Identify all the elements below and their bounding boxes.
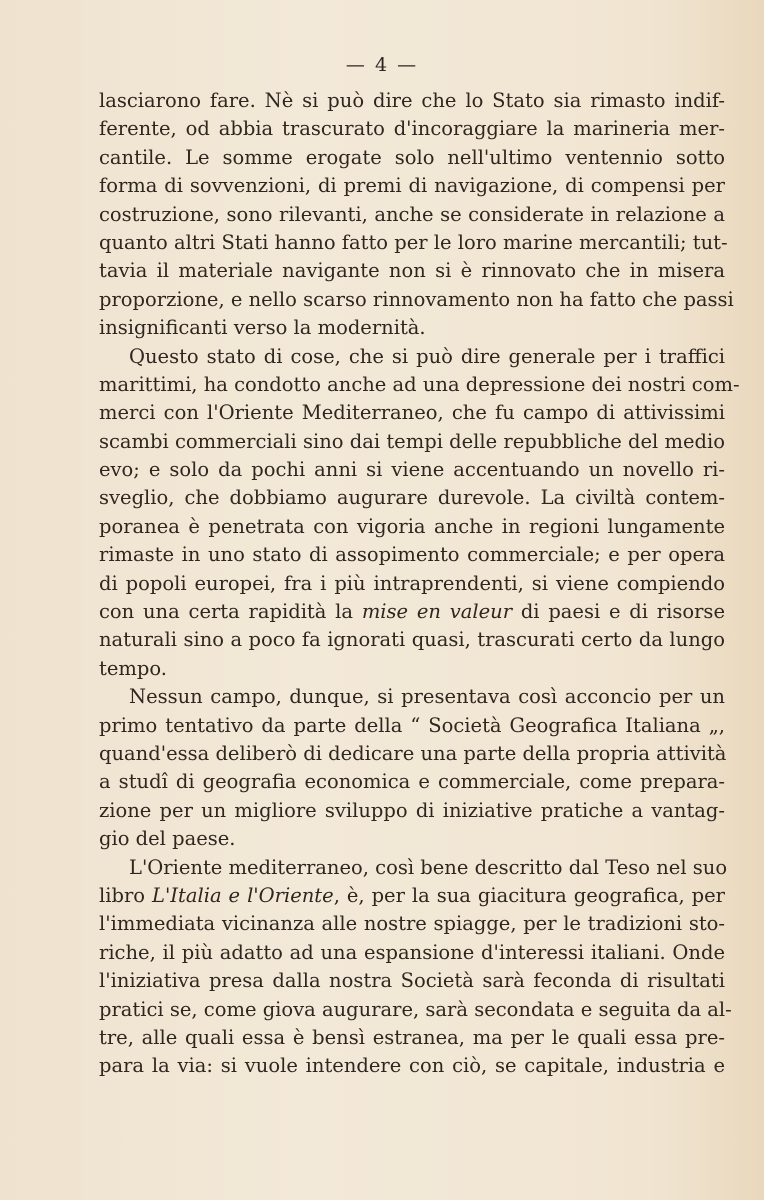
text-line: rimaste in uno stato di assopimento commerciale; e per opera [99,543,725,567]
text-segment: con una certa rapidità la [99,600,362,624]
text-line [99,854,728,882]
text-line: proporzione, e nello scarso rinnovamento non ha fatto che passi [99,287,734,311]
text-line: Questo stato di cose, che si può dire generale per i traffici [129,344,725,368]
page-number: — 4 — [345,54,419,76]
text-line [99,598,725,626]
text-line: primo tentativo da parte della “ Società Geografica Italiana „, [99,713,725,737]
text-line: gio del paese. [99,827,236,851]
text-line: cantile. Le somme erogate solo nell'ultimo ventennio sotto [99,145,725,169]
text-line: quand'essa deliberò di dedicare una parte della propria attività [99,741,727,765]
italic-title: L'Italia e l'Oriente [152,883,334,907]
text-line: para la via: si vuole intendere con ciò, se capitale, industria e [99,1054,725,1078]
body-text [99,87,740,1081]
text-line: lasciarono fare. Nè si può dire che lo Stato sia rimasto indif- [99,89,725,112]
text-segment: L'Oriente mediterraneo, così bene descritto dal Teso nel suo [129,855,728,879]
text-line: l'iniziativa presa dalla nostra Società sarà feconda di risultati [99,969,725,993]
text-line: insignificanti verso la modernità. [99,316,426,340]
text-line: tempo. [99,656,167,680]
text-line: ferente, od abbia trascurato d'incoraggiare la marineria mer- [99,117,725,141]
text-segment: libro [99,883,152,907]
text-line: forma di sovvenzioni, di premi di navigazione, di compensi per [99,174,725,198]
text-line: zione per un migliore sviluppo di iniziative pratiche a vantag- [99,798,725,822]
text-line: Nessun campo, dunque, si presentava così acconcio per un [129,685,725,709]
text-line: quanto altri Stati hanno fatto per le loro marine mercantili; tut- [99,230,728,254]
text-line: merci con l'Oriente Mediterraneo, che fu campo di attivissimi [99,401,725,425]
text-line: di popoli europei, fra i più intraprendenti, si viene compiendo [99,571,725,595]
text-line: sveglio, che dobbiamo augurare durevole. La civiltà contem- [99,486,725,510]
text-line: evo; e solo da pochi anni si viene accentuando un novello ri- [99,458,725,482]
text-line: naturali sino a poco fa ignorati quasi, trascurati certo da lungo [99,628,725,652]
italic-title: mise en valeur [361,600,513,624]
text-line: riche, il più adatto ad una espansione d'interessi italiani. Onde [99,940,725,964]
text-segment: , è, per la sua giacitura geografica, per [333,883,725,907]
text-line: scambi commerciali sino dai tempi delle repubbliche del medio [99,429,725,453]
text-line: marittimi, ha condotto anche ad una depressione dei nostri com- [99,372,740,396]
text-segment: di paesi e di risorse [512,600,725,624]
text-line: l'immediata vicinanza alle nostre spiagge, per le tradizioni sto- [99,912,725,936]
text-line: tavia il materiale navigante non si è rinnovato che in misera [99,259,725,283]
text-line: tre, alle quali essa è bensì estranea, ma per le quali essa pre- [99,1025,725,1049]
text-line: costruzione, sono rilevanti, anche se considerate in relazione a [99,202,725,226]
text-line: pratici se, come giova augurare, sarà secondata e seguita da al- [99,997,732,1021]
text-line: poranea è penetrata con vigoria anche in regioni lungamente [99,514,725,538]
text-line: a studî di geografia economica e commerciale, come prepara- [99,770,725,794]
text-line [99,882,725,910]
